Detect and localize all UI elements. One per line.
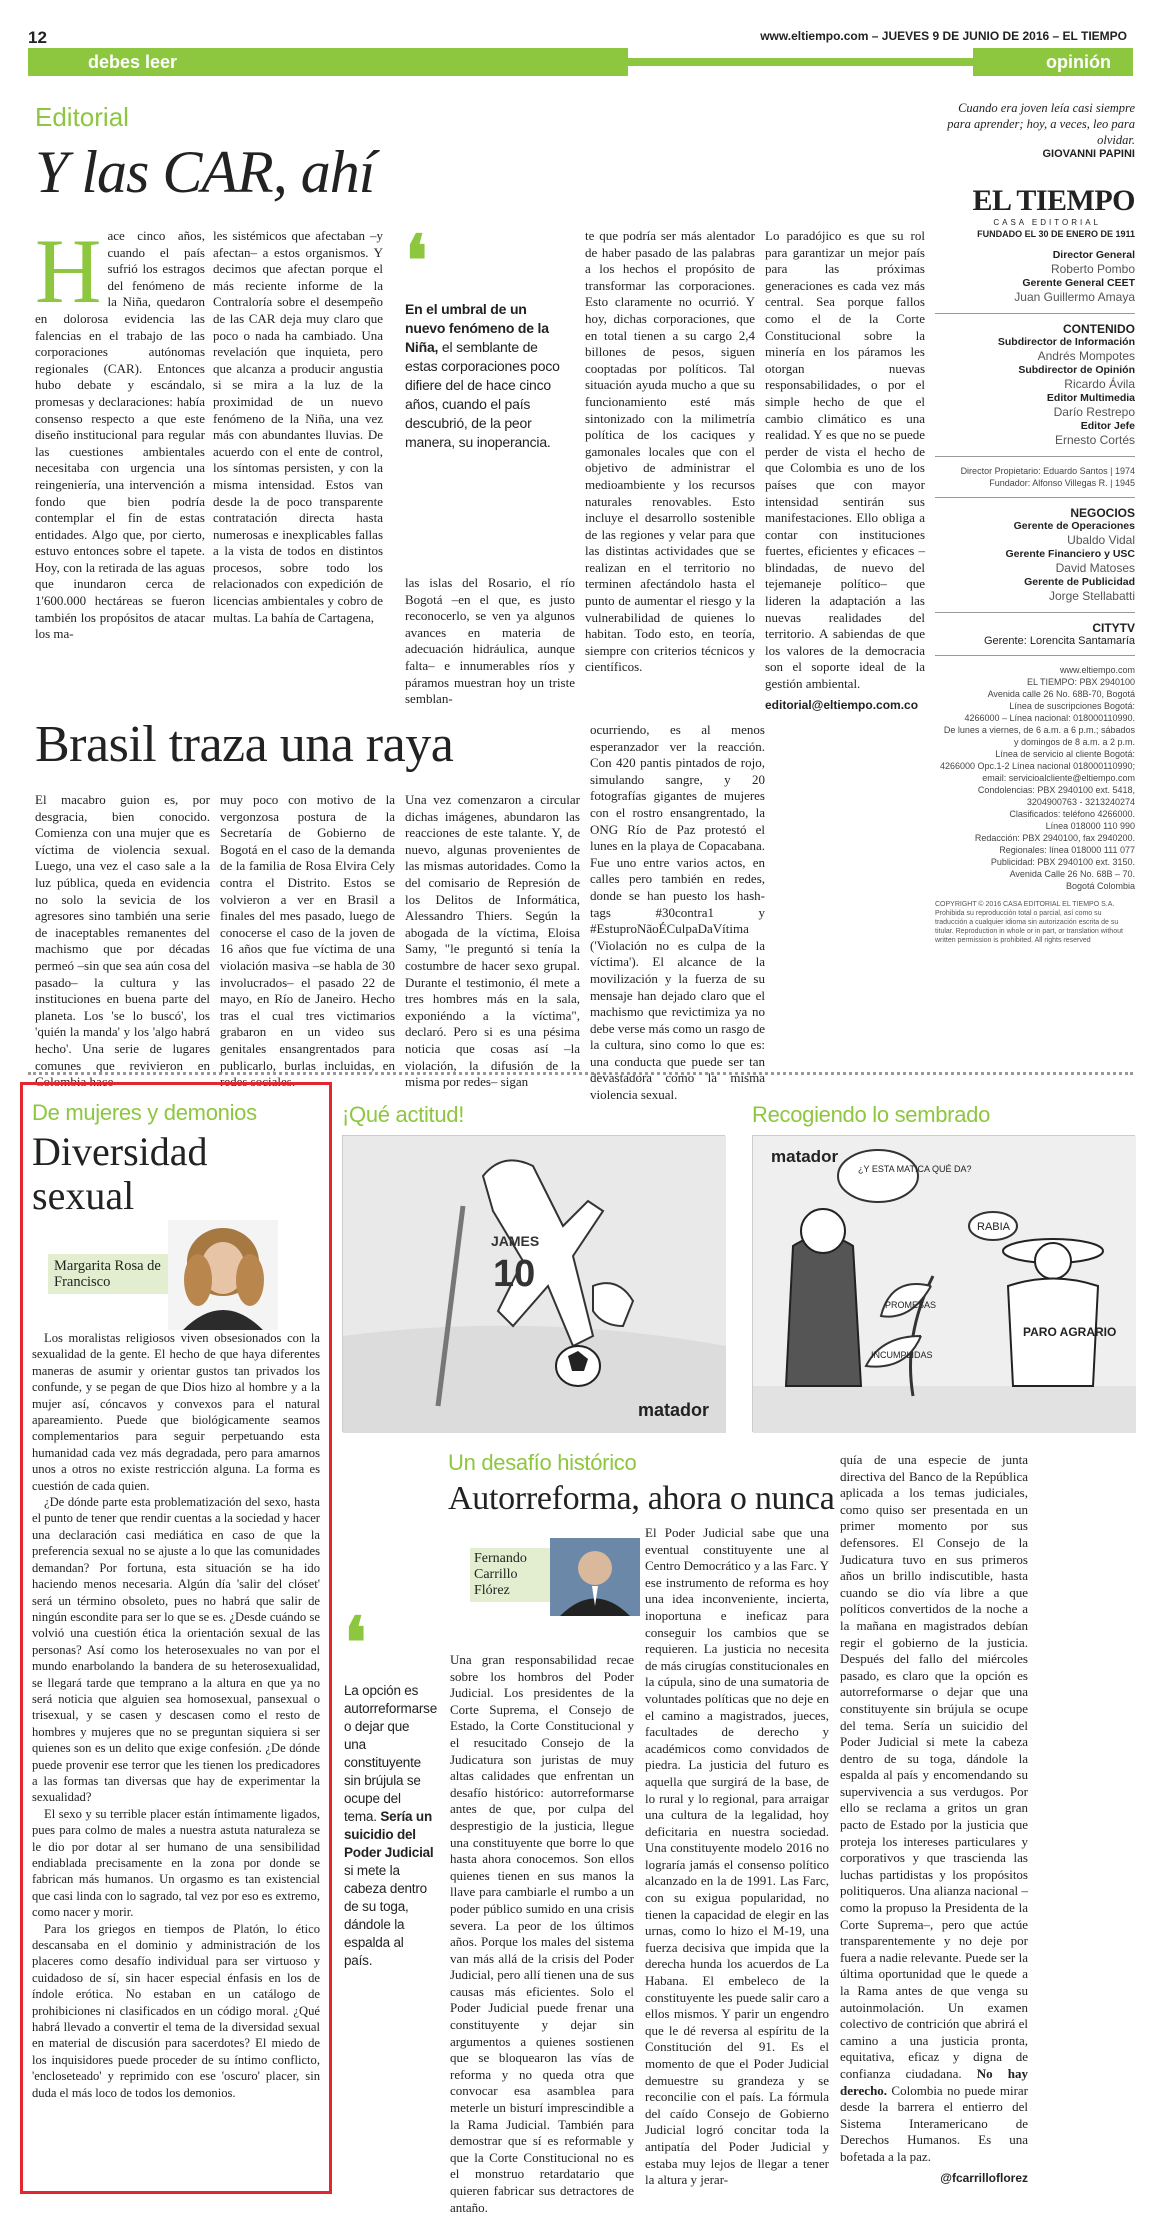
column-title: Diversidad sexual	[32, 1129, 208, 1218]
cartoon-2-signature: matador	[771, 1147, 839, 1166]
divider	[935, 497, 1135, 498]
editorial-pull-quote	[405, 224, 570, 452]
staff-role: Subdirector de Opinión	[1018, 364, 1135, 376]
label-promesas: PROMESAS	[885, 1300, 937, 1310]
op-ed-col-2	[645, 1525, 829, 2189]
page-number: 12	[28, 28, 47, 47]
staff-role: Subdirector de Información	[997, 336, 1135, 348]
section-label-left: debes leer	[88, 52, 178, 72]
pull-quote-text: el semblante de estas corporaciones poco difiere del de hace cinco años, cuando el país descubrió, de la peor manera, su inoperancia.	[405, 339, 560, 450]
quote-mark-icon: ❛	[405, 224, 428, 301]
logo-text: EL TIEMPO	[972, 184, 1135, 217]
staff-name: Roberto Pombo	[1050, 262, 1135, 276]
op-ed-title: Autorreforma, ahora o nunca	[448, 1480, 835, 1517]
cartoon-2-drawing	[753, 1136, 1136, 1433]
contact-lines	[935, 664, 1135, 892]
staff-role: Gerente General CEET	[1022, 277, 1135, 289]
op-ed-quote-bold: Sería un suicidio del Poder Judicial	[344, 1809, 434, 1860]
section-label-right: opinión	[1046, 52, 1111, 72]
staff-name: Juan Guillermo Amaya	[1014, 290, 1135, 304]
owner-line: Director Propietario: Eduardo Santos | 1974	[960, 466, 1135, 476]
contact-line: Publicidad: PBX 2940100 ext. 3150.	[990, 857, 1135, 867]
citytv-heading: CITYTV	[1092, 621, 1135, 635]
op-ed-closing-bold: No hay derecho.	[840, 2065, 1029, 2098]
op-ed-col-1	[450, 1652, 634, 2216]
column-article	[32, 1100, 322, 2101]
op-ed-col-2-text: El Poder Judicial sabe que una eventual constituyente une al Centro Democrático y a las Farc. Y ese instrumento de reforma es hoy una idea inconveniente, incierta, inoportuna e ineficaz para conseguir los cambios que se requieren. La justicia no necesita de más cirugías constitucionales en la cúpula, sino de una sumatoria de voluntades políticas que no deje en el camino a magistrados, jueces, facultades de derecho y académicos como convidados de piedra. La justicia del futuro es aquella que surgirá de la base, de lo rural y lo regional, para arraigar una cultura de la legalidad, hoy deficitaria en nuestra sociedad. Una constituyente modelo 2016 no lograría jamás el consenso político alcanzado en la de 1991. Las Farc, con su exigua popularidad, no tienen la capacidad de elegir en las urnas, como lo hizo el M-19, una fuerza decisiva que impida que la derecha hunda los acuerdos de La Habana. El embeleco de la constituyente les puede salir caro a ellos mismos. Y parir un engendro que le dé reversa al espíritu de la Constitución del 91. Es el momento de que el Poder Judicial demuestre su grandeza y se reconcilie con el país. La fórmula del caído Consejo de Gobierno Judicial logró concitar toda la antipatía del Poder Judicial y estaba muy lejos de llegar a tener la altura y jerar-	[645, 1525, 829, 2188]
contact-line: email: servicioalcliente@eltiempo.com	[982, 773, 1135, 783]
column-paragraph: El sexo y su terrible placer están íntimamente ligados, pues para colmo de males a nuestra astuta naturaleza se le dio por dotar al ser humano de una sensibilidad endiablada precisamente en la zona por donde se fabrican más humanos. Un orgasmo es tan existencial que casi linda con lo sagrado, tal vez por eso es extremo, como nacer y morir.	[32, 1806, 320, 1920]
brasil-title: Brasil traza una raya	[35, 716, 454, 773]
header-info: www.eltiempo.com – JUEVES 9 DE JUNIO DE 2016 – EL TIEMPO	[760, 29, 1127, 43]
drop-cap: H	[35, 220, 102, 322]
jersey-name: JAMES	[491, 1233, 540, 1249]
divider	[935, 612, 1135, 613]
op-ed-kicker: Un desafío histórico	[448, 1450, 637, 1475]
staff-name: Ubaldo Vidal	[1067, 533, 1135, 547]
staff-name: Darío Restrepo	[1053, 405, 1135, 419]
op-ed-col-1-text: Una gran responsabilidad recae sobre los hombros del Poder Judicial. Los presidentes de la Corte Suprema, el Consejo de Estado, la Corte Constitucional y el resucitado Consejo de la Judicatura son juristas de muy altas calidades que enfrentan un desafío histórico: autorreformarse antes de que, por culpa del desprestigio de la justicia, llegue una constituyente que borre lo que hasta ahora conocemos. Son ellos quienes tienen en sus manos la llave para cambiarle el rumbo a un poder público sumido en una crisis severa. La peor de los últimos años. Porque los males del sistema van más allá de la crisis del Poder Judicial, pero allí tienen una de sus causas más eficientes. Solo el Poder Judicial puede frenar una constituyente y dejar sin argumentos a quienes sostienen que se bloquearon las vías de reforma y no queda otra que convocar esa asamblea para meterle un bisturí imprescindible a la Rama Judicial. También para demostrar que sí es reformable y que la Corte Constitucional no es el monstruo retardatario que quieren fabricar sus detractores de antaño.	[450, 1652, 634, 2215]
contact-line: Condolencias: PBX 2940100 ext. 5418,	[977, 785, 1135, 795]
staff-name: Ricardo Ávila	[1064, 377, 1135, 391]
editorial-col-3-text: las islas del Rosario, el río Bogotá –en el que, es justo reconocerlo, se ven ya algunos avances en materia de adecuación hidráulica, aunque falta– e innumerables ríos y páramos muestran hoy un triste semblan-	[405, 575, 575, 707]
op-ed-author: Fernando Carrillo Flórez	[470, 1548, 554, 1602]
site-url[interactable]: www.eltiempo.com	[760, 29, 869, 43]
contact-line: 4266000 – Línea nacional: 018000110990.	[964, 713, 1135, 723]
staff-list	[935, 249, 1135, 305]
header-date: JUEVES 9 DE JUNIO DE 2016	[881, 29, 1050, 43]
pull-quote-bold: En el umbral de un nuevo fenómeno de la Niña,	[405, 301, 549, 355]
staff-role: Editor Jefe	[1080, 420, 1135, 432]
brasil-col-4-text: ocurriendo, es al menos esperanzador ver la reacción. Con 420 pantis pintados de rojo, simulando sangre, y 20 fotografías gigantes de mujeres con el rostro ensangrentado, la ONG Río de Paz protestó el lunes en la playa de Copacabana. Fue uno entre varios actos, en calles pero también en redes, donde se han puesto los hash-tags #30contra1 y #EstuproNãoÉCulpaDaVítima ('Violación no es culpa de la víctima'). El alcance de la movilización y la fuerza de su mensaje han dejado claro que el machismo que revictimiza ya no debe verse más como un rasgo de la cultura, sino como lo que es: una conducta que puede ser tan devastadora como la misma violencia sexual.	[590, 722, 765, 1103]
contact-line: y domingos de 8 a.m. a 2 p.m.	[1013, 737, 1135, 747]
staff-name: Ernesto Cortés	[1054, 433, 1135, 447]
masthead-quote: Cuando era joven leía casi siempre para aprender; hoy, a veces, leo para olvidar.	[947, 101, 1135, 147]
logo-sub: CASA EDITORIAL	[993, 218, 1101, 227]
cartoon-1-kicker: ¡Qué actitud!	[342, 1102, 465, 1127]
contact-line: 4266000 Opc.1-2 Línea nacional 018000110990;	[940, 761, 1135, 771]
divider	[935, 456, 1135, 457]
divider	[935, 655, 1135, 656]
contact-line: Bogotá Colombia	[1065, 881, 1135, 891]
citytv-manager: Gerente: Lorencita Santamaría	[983, 635, 1135, 647]
cartoon-2	[752, 1135, 1135, 1432]
column-paragraph: Los moralistas religiosos viven obsesionados con la sexualidad de la gente. El hecho de que haya diferentes maneras de asumir y orientar gustos tan privados los confunde, y se pegan de que Dios hizo al hombre y a la mujer así, cóncavos y convexos para el natural apareamiento. Puede que biológicamente seamos complementarios para seguir perpetuando esta humanidad cada vez más degradada, pero para amarnos unos a otros no existe restricción alguna. La forma es cuestión de cada quien.	[32, 1331, 320, 1493]
business-staff	[935, 520, 1135, 604]
content-heading: CONTENIDO	[1063, 322, 1135, 336]
column-paragraph: ¿De dónde parte esta problematización del sexo, hasta el punto de tener que rendir cuentas a la sociedad y hacer una declaración casi mediática en caso de que la preferencia sexual no se ajuste a lo que las comunidades demandan? Por fortuna, esta situación se ha ido haciendo menos necesaria. Algún día 'salir del clóset' será un término obsoleto, pues no habrá que salir de ningún escondite para ser lo que se es. ¿Desde cuándo se volvió una cuestión ética la orientación sexual de las personas? Así como los heterosexuales no van por el mundo enarbolando la bandera de su heterosexualidad, se llegará tarde que temprano a la altura en que ya no será noticia que alguien sea homosexual, pansexual o trisexual, y se casen y descasen como el resto de hombres y mujeres que no se preguntan siquiera si ser quienes son es un delito que exige confesión. ¿De dónde puede provenir ese terror que les tienen los predicadores a las formas tan diversas que hay de experimentar la sexualidad?	[32, 1495, 320, 1805]
editorial-col-2-text: les sistémicos que afectaban –y afectan– a estos organismos. Y decimos que afectan porque el más reciente informe de la Contraloría sobre el desempeño de las CAR deja muy claro que poco o nada ha cambiado. Una revelación que inquieta, pero que alcanza a producir angustia si se mira a la luz de la proximidad de un nuevo fenómeno de la Niña, una vez más con abundantes lluvias. De acuerdo con el ente de control, los síntomas persisten, y con la misma intensidad. Estos van desde la de poco transparente contratación directa hasta numerosas e inexplicables fallas a la vista de todos en distintos procesos, sobre todo los relacionados con expedición de licencias ambientales y cobro de multas. La bahía de Cartagena,	[213, 228, 383, 625]
editorial-col-2	[213, 228, 383, 626]
masthead-sidebar	[935, 100, 1135, 945]
editorial-email[interactable]: editorial@eltiempo.com.co	[765, 697, 919, 712]
quote-mark-icon: ❛	[344, 1606, 367, 1683]
cartoon-1	[342, 1135, 725, 1432]
brasil-col-1-text: El macabro guion es, por desgracia, bien conocido. Comienza con una mujer que es víctima de violencia sexual. Luego, una vez el caso sale a la luz pública, queda en evidencia no solo la sevicia de los agresores sino también una serie de inaceptables remanentes del machismo que por décadas permeó –sin que sea aún cosa del pasado– la cultura y las instituciones en buena parte del planeta. Los 'se lo buscó', los 'quién la manda' y los 'algo habrá hecho'. Una serie de lugares comunes que revivieron en Colombia hace	[35, 792, 210, 1090]
founded-line: FUNDADO EL 30 DE ENERO DE 1911	[977, 229, 1135, 239]
author-photo	[168, 1220, 278, 1330]
jersey-number: 10	[493, 1253, 536, 1295]
staff-role: Gerente de Publicidad	[1024, 576, 1135, 588]
label-incumplidas: INCUMPLIDAS	[871, 1350, 933, 1360]
bubble-1: ¿Y ESTA MATICA QUÉ DA?	[858, 1164, 972, 1174]
header-paper: EL TIEMPO	[1062, 29, 1127, 43]
contact-line: Avenida calle 26 No. 68B-70, Bogotá	[987, 689, 1135, 699]
staff-name: David Matoses	[1055, 561, 1135, 575]
masthead-quote-author: GIOVANNI PAPINI	[1042, 148, 1135, 160]
cartoon-2-kicker: Recogiendo lo sembrado	[752, 1102, 990, 1127]
op-ed-closing: Colombia no puede mirar desde la barrera el entierro del Sistema Interamericano de Derechos Humanos. Es una bofetada a la paz.	[840, 2082, 1028, 2164]
editorial-col-4	[585, 228, 755, 676]
el-tiempo-logo	[935, 184, 1135, 239]
op-ed-quote-end: si mete la cabeza dentro de su toga, dándole la espalda al país.	[344, 1863, 427, 1968]
divider	[935, 313, 1135, 314]
editorial-col-3	[405, 575, 575, 708]
content-staff	[935, 336, 1135, 448]
brasil-col-2	[220, 792, 395, 1091]
editorial-col-5-text: Lo paradójico es que su rol para garantizar un mejor país para las próximas generaciones es cada vez más central. Sea porque fallos como el de la Corte Constitucional sobre la minería en los páramos les otorgan nuevas responsabilidades, o por el simple hecho de que el cambio climático es una realidad. Y es que no se puede perder de vista el hecho de que Colombia es uno de los países que con mayor intensidad sentirán sus manifestaciones. Ello obliga a contar con instituciones fuertes, eficientes y eficaces –blindadas, de nuevo del tejemaneje político– que lideren la adaptación a las nuevas realidades del territorio. A sabiendas de que los valores de la democracia son el soporte ideal de la gestión ambiental.	[765, 228, 925, 692]
op-ed-handle[interactable]: @fcarrilloflorez	[940, 2170, 1028, 2185]
contact-line: Avenida Calle 26 No. 68B – 70.	[1009, 869, 1135, 879]
paro-agrario-sign: PARO AGRARIO	[1023, 1325, 1117, 1339]
contact-line: De lunes a viernes, de 6 a.m. a 6 p.m.; sábados	[943, 725, 1135, 735]
staff-role: Editor Multimedia	[1046, 392, 1135, 404]
staff-name: Andrés Mompotes	[1037, 349, 1135, 363]
section-tab-right	[973, 48, 1133, 76]
editorial-col-1-text: ace cinco años, cuando el país sufrió los estragos del fenómeno de la Niña, quedaron en dolorosa evidencia las falencias en el trabajo de las corporaciones autónomas regionales (CAR). Entonces hubo debate y escándalo, promesas y declaraciones: había consenso respecto a que este diseño institucional para regular las cuestiones ambientales necesitaba con urgencia una reingeniería, una intervención a fondo que bien podría contemplar el fin de estas entidades. Algo que, por cierto, estuvo entonces sobre el tapete. Hoy, con la retirada de las aguas que inundaron cerca de 1'600.000 hectáreas se fueron también los propósitos de atacar los ma-	[35, 228, 205, 642]
brasil-col-4	[590, 722, 765, 1104]
contact-line: EL TIEMPO: PBX 2940100	[1026, 677, 1135, 687]
founder-line: Fundador: Alfonso Villegas R. | 1945	[989, 478, 1135, 488]
contact-line: Clasificados: teléfono 4266000.	[1009, 809, 1135, 819]
staff-role: Director General	[1052, 249, 1135, 261]
editorial-col-5	[765, 228, 925, 713]
contact-line: Regionales: línea 018000 111 077	[999, 845, 1135, 855]
contact-line: Línea 018000 110 990	[1045, 821, 1135, 831]
bubble-2: RABIA	[977, 1221, 1011, 1233]
brasil-col-3-text: Una vez comenzaron a circular dichas imágenes, abundaron las reacciones de este talante. Y, de nuevo, algunas provenientes de las mismas autoridades. Como la del comisario de Represión de los Delitos de Informática, Alessandro Thiers. Según la abogada de la víctima, Eloisa Samy, "le preguntó si tenía la costumbre de hacer sexo grupal. Durante el testimonio, él mete a tres hombres más en la sala, exponiéndo a la víctima", declaró. Pero si es una pésima noticia que cosas así –la violación, la difusión de la misma por redes– sigan	[405, 792, 580, 1090]
editorial-col-4-text: te que podría ser más alentador de haber pasado de las palabras a los hechos el propósito de transformar las corporaciones. Esto claramente no ocurrió. Y hoy, dichas corporaciones, que en total tienen a su cargo 2,4 billones de pesos, siguen cooptadas por políticos. Tal situación ayuda mucho a que su funcionamiento esté más sintonizado con la milimetría política de los caciques y gamonales locales que con el objetivo de administrar el medioambiente y los recursos naturales renovables. Esto incluye el desarrollo sostenible de las regiones y velar para que las distintas actividades que se realizan en el territorio no terminen afectándolo hasta el punto de aumentar el riesgo y la vulnerabilidad de quienes lo habitan. Todo esto, en teoría, siempre con criterios técnicos y científicos.	[585, 228, 755, 675]
staff-name: Jorge Stellabatti	[1048, 589, 1135, 603]
column-author: Margarita Rosa de Francisco	[48, 1254, 168, 1294]
op-ed-author-photo	[550, 1538, 640, 1616]
staff-role: Gerente Financiero y USC	[1005, 548, 1135, 560]
contact-line: Redacción: PBX 2940100, fax 2940200.	[974, 833, 1135, 843]
column-body	[32, 1330, 320, 2101]
editorial-title: Y las CAR, ahí	[35, 139, 375, 205]
editorial-col-1	[35, 220, 205, 643]
op-ed-quote-text: La opción es autorreformarse o dejar que una constituyente sin brújula se ocupe del tema.	[344, 1683, 438, 1824]
column-paragraph: Para los griegos en tiempos de Platón, lo ético descansaba en el dominio y administración de los placeres como desafío individual para ser virtuoso y cuidadoso de sí, sin hacer especial énfasis en los de índole erótica. No estaban en un catálogo de prohibiciones ni clasificados en un código moral. ¿Qué habrá llevado a convertir el tema de la diversidad sexual en material de discusión para sacerdotes? El miedo de los inquisidores puede proceder de su íntimo conflicto, 'encloseteado' y reprimido con ese 'oscuro' placer, sin duda el más loco de todos los demonios.	[32, 1921, 320, 2100]
op-ed-author-block	[440, 1528, 640, 1628]
contact-line: www.eltiempo.com	[1059, 665, 1135, 675]
contact-line: Línea de servicio al cliente Bogotá:	[995, 749, 1135, 759]
contact-line: Línea de suscripciones Bogotá:	[1009, 701, 1135, 711]
op-ed-pull-quote	[344, 1606, 438, 1970]
brasil-col-2-text: muy poco con motivo de la vergonzosa postura de la Secretaría de Gobierno de Bogotá en el caso de la demanda de la familia de Rosa Elvira Cely contra el Distrito. Estos se volvieron a ver en Brasil a finales del mes pasado, luego de conocerse el caso de la joven de 16 años que fue víctima de una violación masiva –se habla de 30 involucrados– el pasado 22 de mayo, en Río de Janeiro. Hecho tras el cual tres victimarios grabaron en un video sus genitales ensangrentados para publicarlo, burlas incluidas, en redes sociales.	[220, 792, 395, 1090]
staff-role: Gerente de Operaciones	[1013, 520, 1135, 532]
copyright: COPYRIGHT © 2016 CASA EDITORIAL EL TIEMPO S.A. Prohibida su reproducción total o parcial, así como su traducción a cualquier idioma sin autorización escrita de su titular. Reproduction in whole or in part, or translation without written permission is prohibited. All rights reserved	[935, 901, 1123, 944]
op-ed-col-3	[840, 1452, 1130, 2186]
column-kicker: De mujeres y demonios	[32, 1100, 257, 1125]
brasil-col-1	[35, 792, 210, 1091]
editorial-kicker: Editorial	[35, 102, 129, 132]
op-ed-col-3-text: quía de una especie de junta directiva del Banco de la República aplicada a los temas judiciales, como quiso ser presentada en un primer momento por sus defensores. El Consejo de la Judicatura tuvo en sus primeros años un brillo indiscutible, hasta cuando se dio vía libre a que políticos convertidos de la noche a la mañana en magistrados debían regir el gobierno de la justicia. Después del fallo del miércoles pasado, es claro que la opción es autorreformarse o dejar que una constituyente sin brújula se ocupe del tema. Sería un suicidio del Poder Judicial si mete la cabeza dentro de su toga, dándole la espalda al país y encomendando su supervivencia a sus verdugos. Por ello se reclama a gritos un gran pacto de Estado por la justicia que proteja los intereses particulares y corporativos y que trascienda las luchas partidistas y los propósitos politiqueros. Una alianza nacional –como la propuso la Presidenta de la Corte Suprema–, pero que actúe transparentemente y no deje por fuera a nadie relevante. Puede ser la última oportunidad que le quede a la Rama antes de que venga su autoinmolación. Un examen colectivo de contrición que abrirá el camino a una justicia pronta, equitativa, eficaz y digna de confianza ciudadana.	[840, 1452, 1028, 2081]
contact-line: 3204900763 - 3213240274	[1026, 797, 1135, 807]
brasil-col-3	[405, 792, 580, 1091]
cartoon-1-signature: matador	[638, 1400, 710, 1420]
cartoon-1-drawing	[343, 1136, 726, 1433]
business-heading: NEGOCIOS	[1070, 506, 1135, 520]
section-tab-left	[28, 48, 628, 76]
section-divider	[28, 1072, 1133, 1075]
